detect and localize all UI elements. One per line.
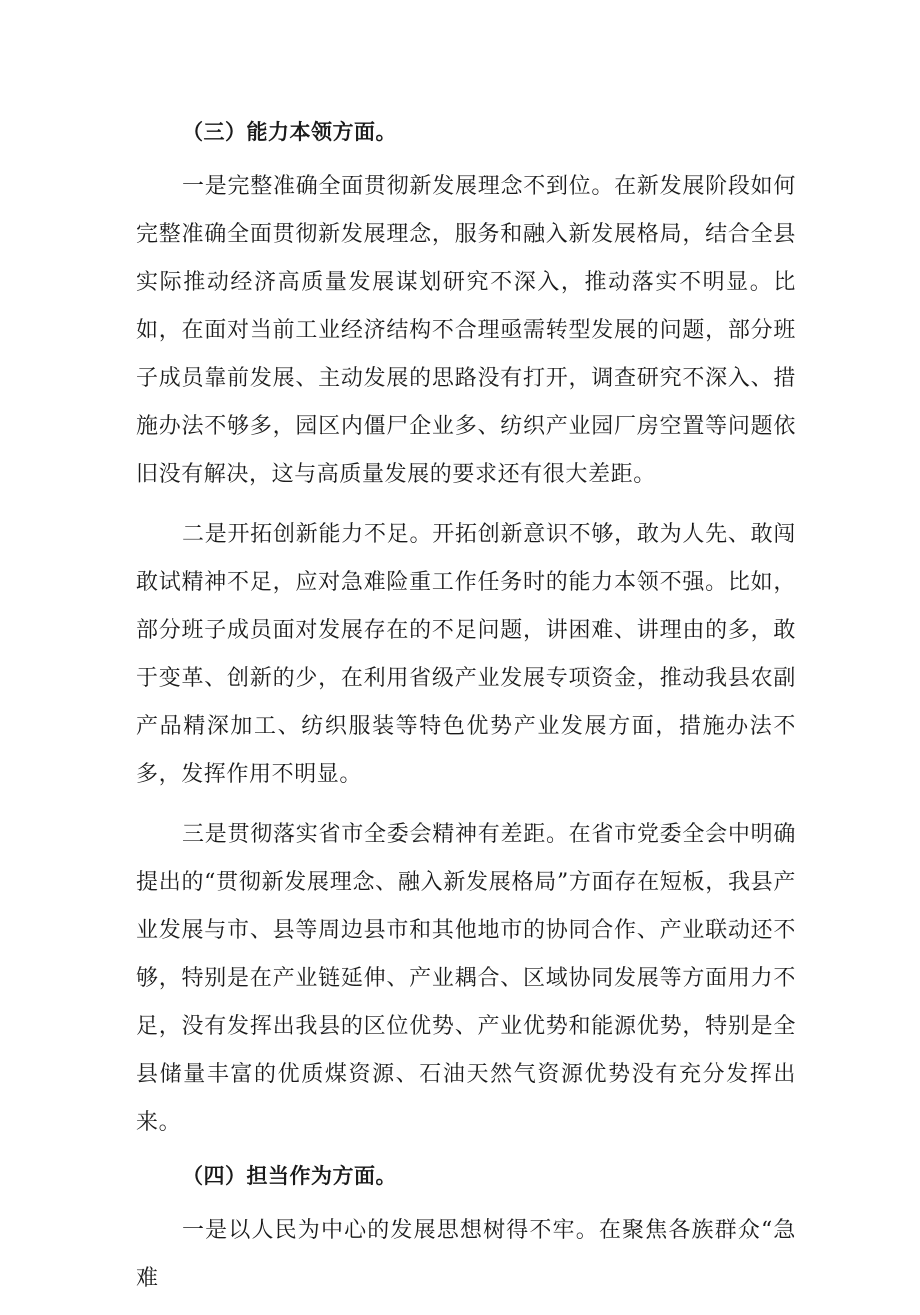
paragraph-people-centered: 一是以人民为中心的发展思想树得不牢。在聚焦各族群众“急难 [136,1218,796,1291]
paragraph-development-concept: 一是完整准确全面贯彻新发展理念不到位。在新发展阶段如何完整准确全面贯彻新发展理念，服务和融入新发展格局，结合全县实际推动经济高质量发展谋划研究不深入，推动落实不明显。比如，在面对当前工业经济结构不合理亟需转型发展的问题，部分班子成员靠前发展、主动发展的思路没有打开，调查研究不深入、措施办法不够多，园区内僵尸企业多、纺织产业园厂房空置等问题依旧没有解决，这与高质量发展的要求还有很大差距。 [136,174,796,487]
section-heading-responsibility: （四）担当作为方面。 [182,1164,397,1188]
paragraph-innovation: 二是开拓创新能力不足。开拓创新意识不够，敢为人先、敢闯敢试精神不足，应对急难险重工作任务时的能力本领不强。比如，部分班子成员面对发展存在的不足问题，讲困难、讲理由的多，敢于变革、创新的少，在利用省级产业发展专项资金，推动我县农副产品精深加工、纺织服装等特色优势产业发展方面，措施办法不多，发挥作用不明显。 [136,522,796,787]
paragraph-plenary-spirit: 三是贯彻落实省市全委会精神有差距。在省市党委全会中明确提出的“贯彻新发展理念、融入新发展格局”方面存在短板，我县产业发展与市、县等周边县市和其他地市的协同合作、产业联动还不够，特别是在产业链延伸、产业耦合、区域协同发展等方面用力不足，没有发挥出我县的区位优势、产业优势和能源优势，特别是全县储量丰富的优质煤资源、石油天然气资源优势没有充分发挥出来。 [136,822,796,1135]
section-heading-ability: （三）能力本领方面。 [182,120,397,144]
document-body [136,112,796,1315]
